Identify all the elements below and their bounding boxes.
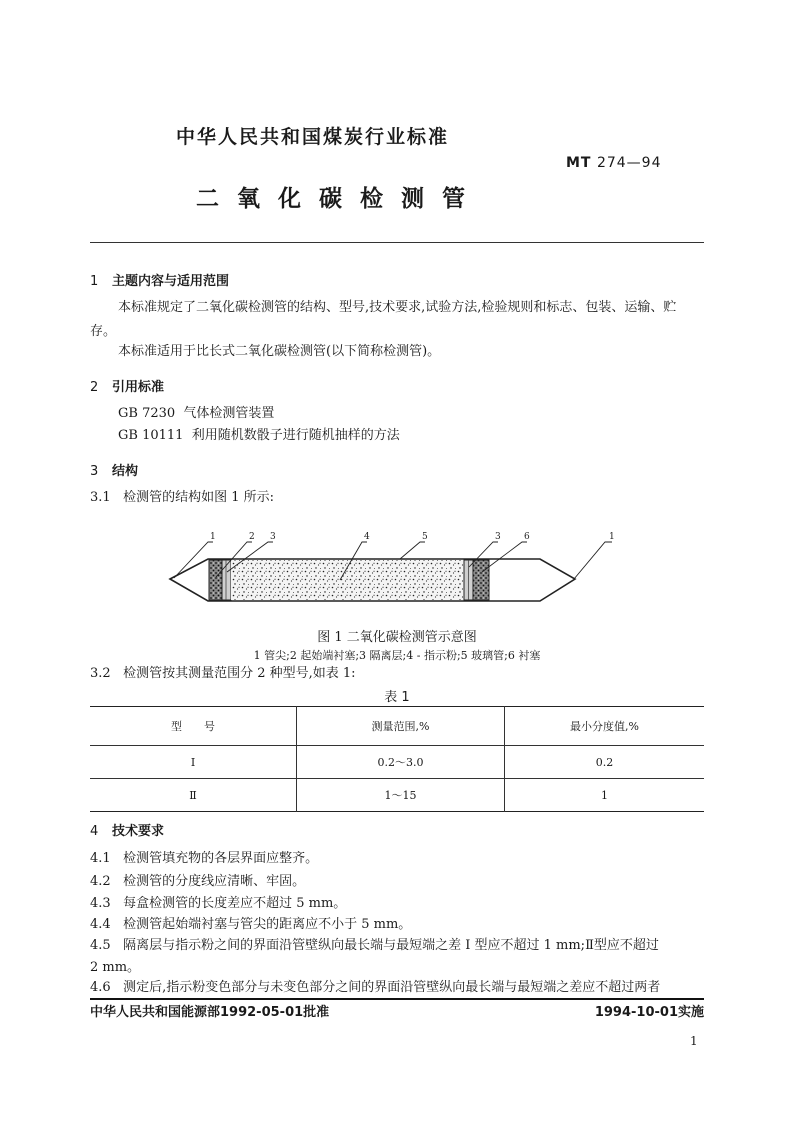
clause-item [90,872,305,892]
indicator-powder [231,560,464,600]
standard-code-number: 274—94 [596,155,662,171]
leader-5 [400,542,425,559]
document-title: 二氧化碳检测管 [196,186,483,212]
section-4-heading [90,820,164,839]
clause-item [90,958,140,978]
leader-1-right [574,542,612,579]
page-number: 1 [690,1034,698,1048]
clause-3-2 [90,664,356,684]
clause-number: 4.4 [90,917,111,932]
reference-name: 利用随机数骰子进行随机抽样的方法 [191,428,400,443]
table-row [90,746,704,779]
clause-3-1 [90,488,274,508]
section-1-title: 主题内容与适用范围 [112,274,230,289]
issuing-organization: 中华人民共和国煤炭行业标准 [176,126,450,148]
table-cell: I [90,746,297,779]
section-3-heading [90,460,138,479]
clause-number: 3.1 [90,490,111,505]
isolation-layer-left [222,560,231,600]
clause-item [90,894,346,914]
section-3-title: 结构 [112,464,139,479]
reference-code: GB 7230 [118,406,176,421]
figure-label: 1 [609,532,615,542]
detection-tube-figure [160,522,640,622]
table-title: 表 1 [384,690,410,705]
clause-text: 检测管的分度线应清晰、牢固。 [123,874,306,889]
table-header-row [90,707,704,746]
section-1-heading [90,270,229,289]
section-4-number: 4 [90,824,99,839]
clause-number: 4.6 [90,980,111,995]
reference-code: GB 10111 [118,428,184,443]
figure-label: 5 [422,532,428,542]
start-plug [209,560,222,600]
clause-text: 检测管填充物的各层界面应整齐。 [123,851,319,866]
clause-item [90,936,659,956]
section-2-heading [90,376,164,395]
section-1-para2: 本标准适用于比长式二氧化碳检测管(以下简称检测管)。 [118,344,441,359]
figure-legend: 1 管尖;2 起始端衬塞;3 隔离层;4 - 指示粉;5 玻璃管;6 衬塞 [253,649,541,662]
table-cell: 1 [505,779,705,812]
section-4-title: 技术要求 [112,824,165,839]
model-spec-table [90,706,704,812]
section-1-para1-line2: 存。 [90,324,117,339]
table-cell: 1～15 [297,779,505,812]
figure-caption: 图 1 二氧化碳检测管示意图 [317,630,477,645]
section-1-para1-line1: 本标准规定了二氧化碳检测管的结构、型号,技术要求,试验方法,检验规则和标志、包装、运输、贮 [118,300,677,315]
clause-text: 2 mm。 [90,960,141,975]
clause-number: 4.3 [90,896,111,911]
table-cell: Ⅱ [189,788,197,802]
figure-label: 2 [249,532,255,542]
clause-text: 检测管起始端衬塞与管尖的距离应不小于 5 mm。 [123,917,412,932]
table-cell: 0.2 [505,746,705,779]
end-plug [473,560,489,600]
reference-item [118,404,274,424]
clause-text: 检测管按其测量范围分 2 种型号,如表 1: [123,666,356,681]
clause-number: 4.1 [90,851,111,866]
header-divider [90,242,704,243]
clause-item [90,978,660,998]
clause-item [90,915,411,935]
figure-label: 1 [210,532,216,542]
implementation-date: 1994-10-01实施 [594,1005,704,1020]
clause-number: 4.2 [90,874,111,889]
section-1-number: 1 [90,274,99,289]
section-2-title: 引用标准 [112,380,165,395]
clause-text: 隔离层与指示粉之间的界面沿管壁纵向最长端与最短端之差 I 型应不超过 1 mm;Ⅱ型应不超过 [123,938,659,953]
figure-label: 6 [524,532,530,542]
reference-name: 气体检测管装置 [183,406,275,421]
table-header-cell: 测量范围,% [297,707,505,746]
clause-text: 每盒检测管的长度差应不超过 5 mm。 [123,896,347,911]
clause-item [90,849,318,869]
figure-label: 3 [270,532,276,542]
section-2-number: 2 [90,380,99,395]
table-header-cell: 型 号 [90,707,297,746]
approval-note: 中华人民共和国能源部1992-05-01批准 [90,1005,330,1020]
table-header-cell: 最小分度值,% [505,707,705,746]
clause-text: 测定后,指示粉变色部分与未变色部分之间的界面沿管壁纵向最长端与最短端之差应不超过两者 [123,980,661,995]
clause-number: 4.5 [90,938,111,953]
section-3-number: 3 [90,464,99,479]
table-row [90,779,704,812]
standard-code [566,155,661,171]
clause-number: 3.2 [90,666,111,681]
figure-label: 4 [364,532,370,542]
table-cell: 0.2～3.0 [297,746,505,779]
reference-item [118,426,400,446]
figure-label: 3 [495,532,501,542]
footer-divider [90,998,704,1000]
clause-text: 检测管的结构如图 1 所示: [123,490,275,505]
standard-code-prefix: MT [566,155,592,171]
